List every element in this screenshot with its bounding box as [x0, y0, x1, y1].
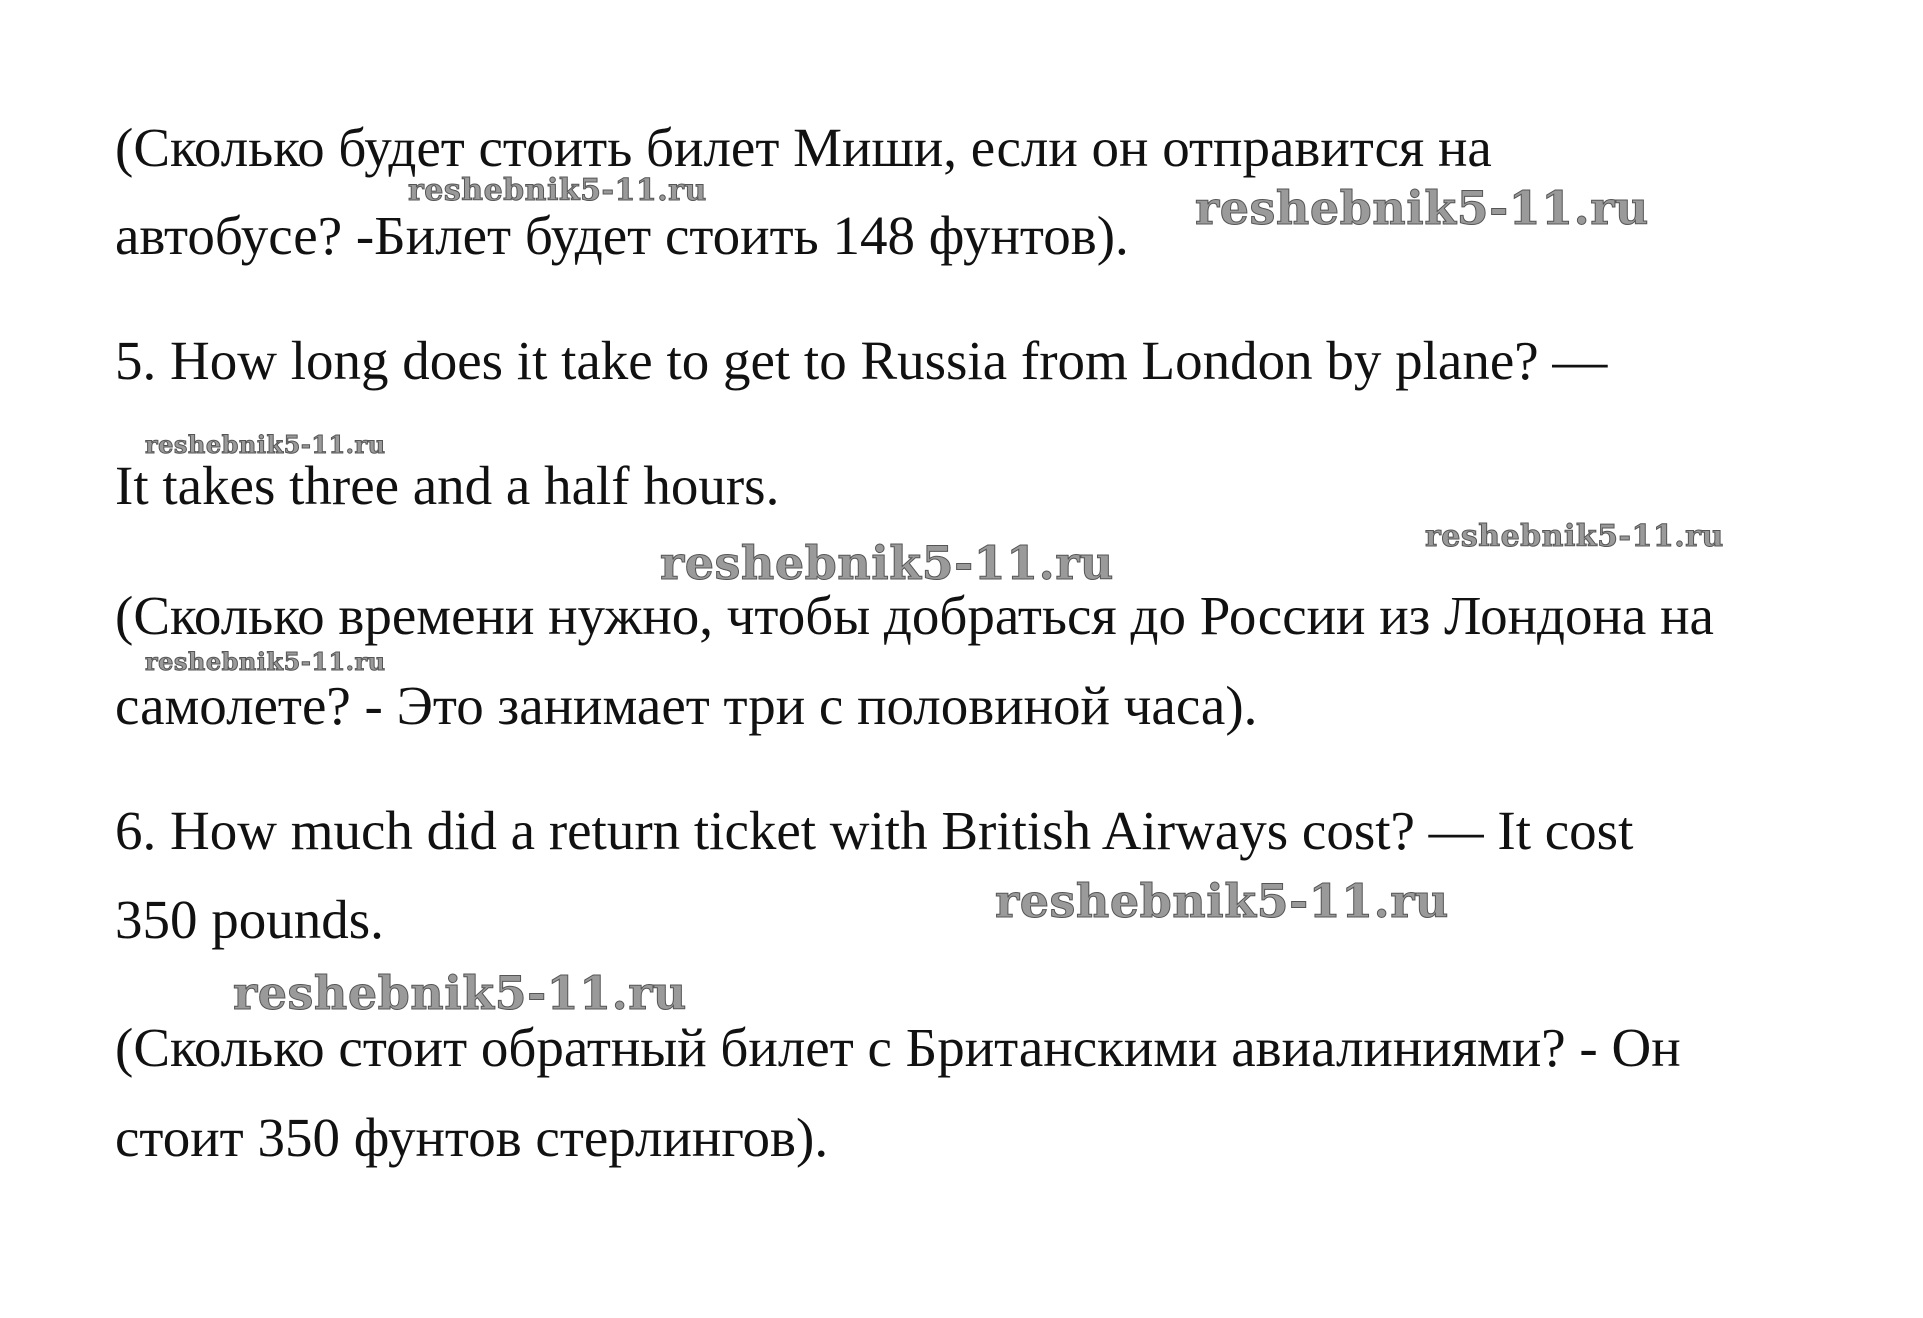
- text-line: 6. How much did a return ticket with British Airways cost? — It cost: [115, 800, 1634, 861]
- text-line: (Сколько будет стоить билет Миши, если он отправится на: [115, 117, 1492, 178]
- text-line: стоит 350 фунтов стерлингов).: [115, 1107, 829, 1168]
- watermark: reshebnik5-11.ru: [233, 966, 687, 1020]
- watermark: reshebnik5-11.ru: [1195, 181, 1649, 235]
- text-line: It takes three and a half hours.: [115, 455, 780, 516]
- text-line: 350 pounds.: [115, 889, 384, 950]
- watermark: reshebnik5-11.ru: [408, 173, 707, 208]
- text-line: (Сколько стоит обратный билет с Британскими авиалиниями? - Он: [115, 1017, 1681, 1078]
- text-line: 5. How long does it take to get to Russia from London by plane? —: [115, 330, 1608, 391]
- text-line: (Сколько времени нужно, чтобы добраться до России из Лондона на: [115, 585, 1714, 646]
- watermark: reshebnik5-11.ru: [995, 874, 1449, 928]
- text-line: автобусе? -Билет будет стоить 148 фунтов).: [115, 205, 1129, 266]
- watermark: reshebnik5-11.ru: [145, 647, 386, 676]
- watermark: reshebnik5-11.ru: [660, 536, 1114, 590]
- watermark: reshebnik5-11.ru: [145, 430, 386, 459]
- watermark: reshebnik5-11.ru: [1425, 519, 1724, 554]
- text-line: самолете? - Это занимает три с половиной часа).: [115, 675, 1258, 736]
